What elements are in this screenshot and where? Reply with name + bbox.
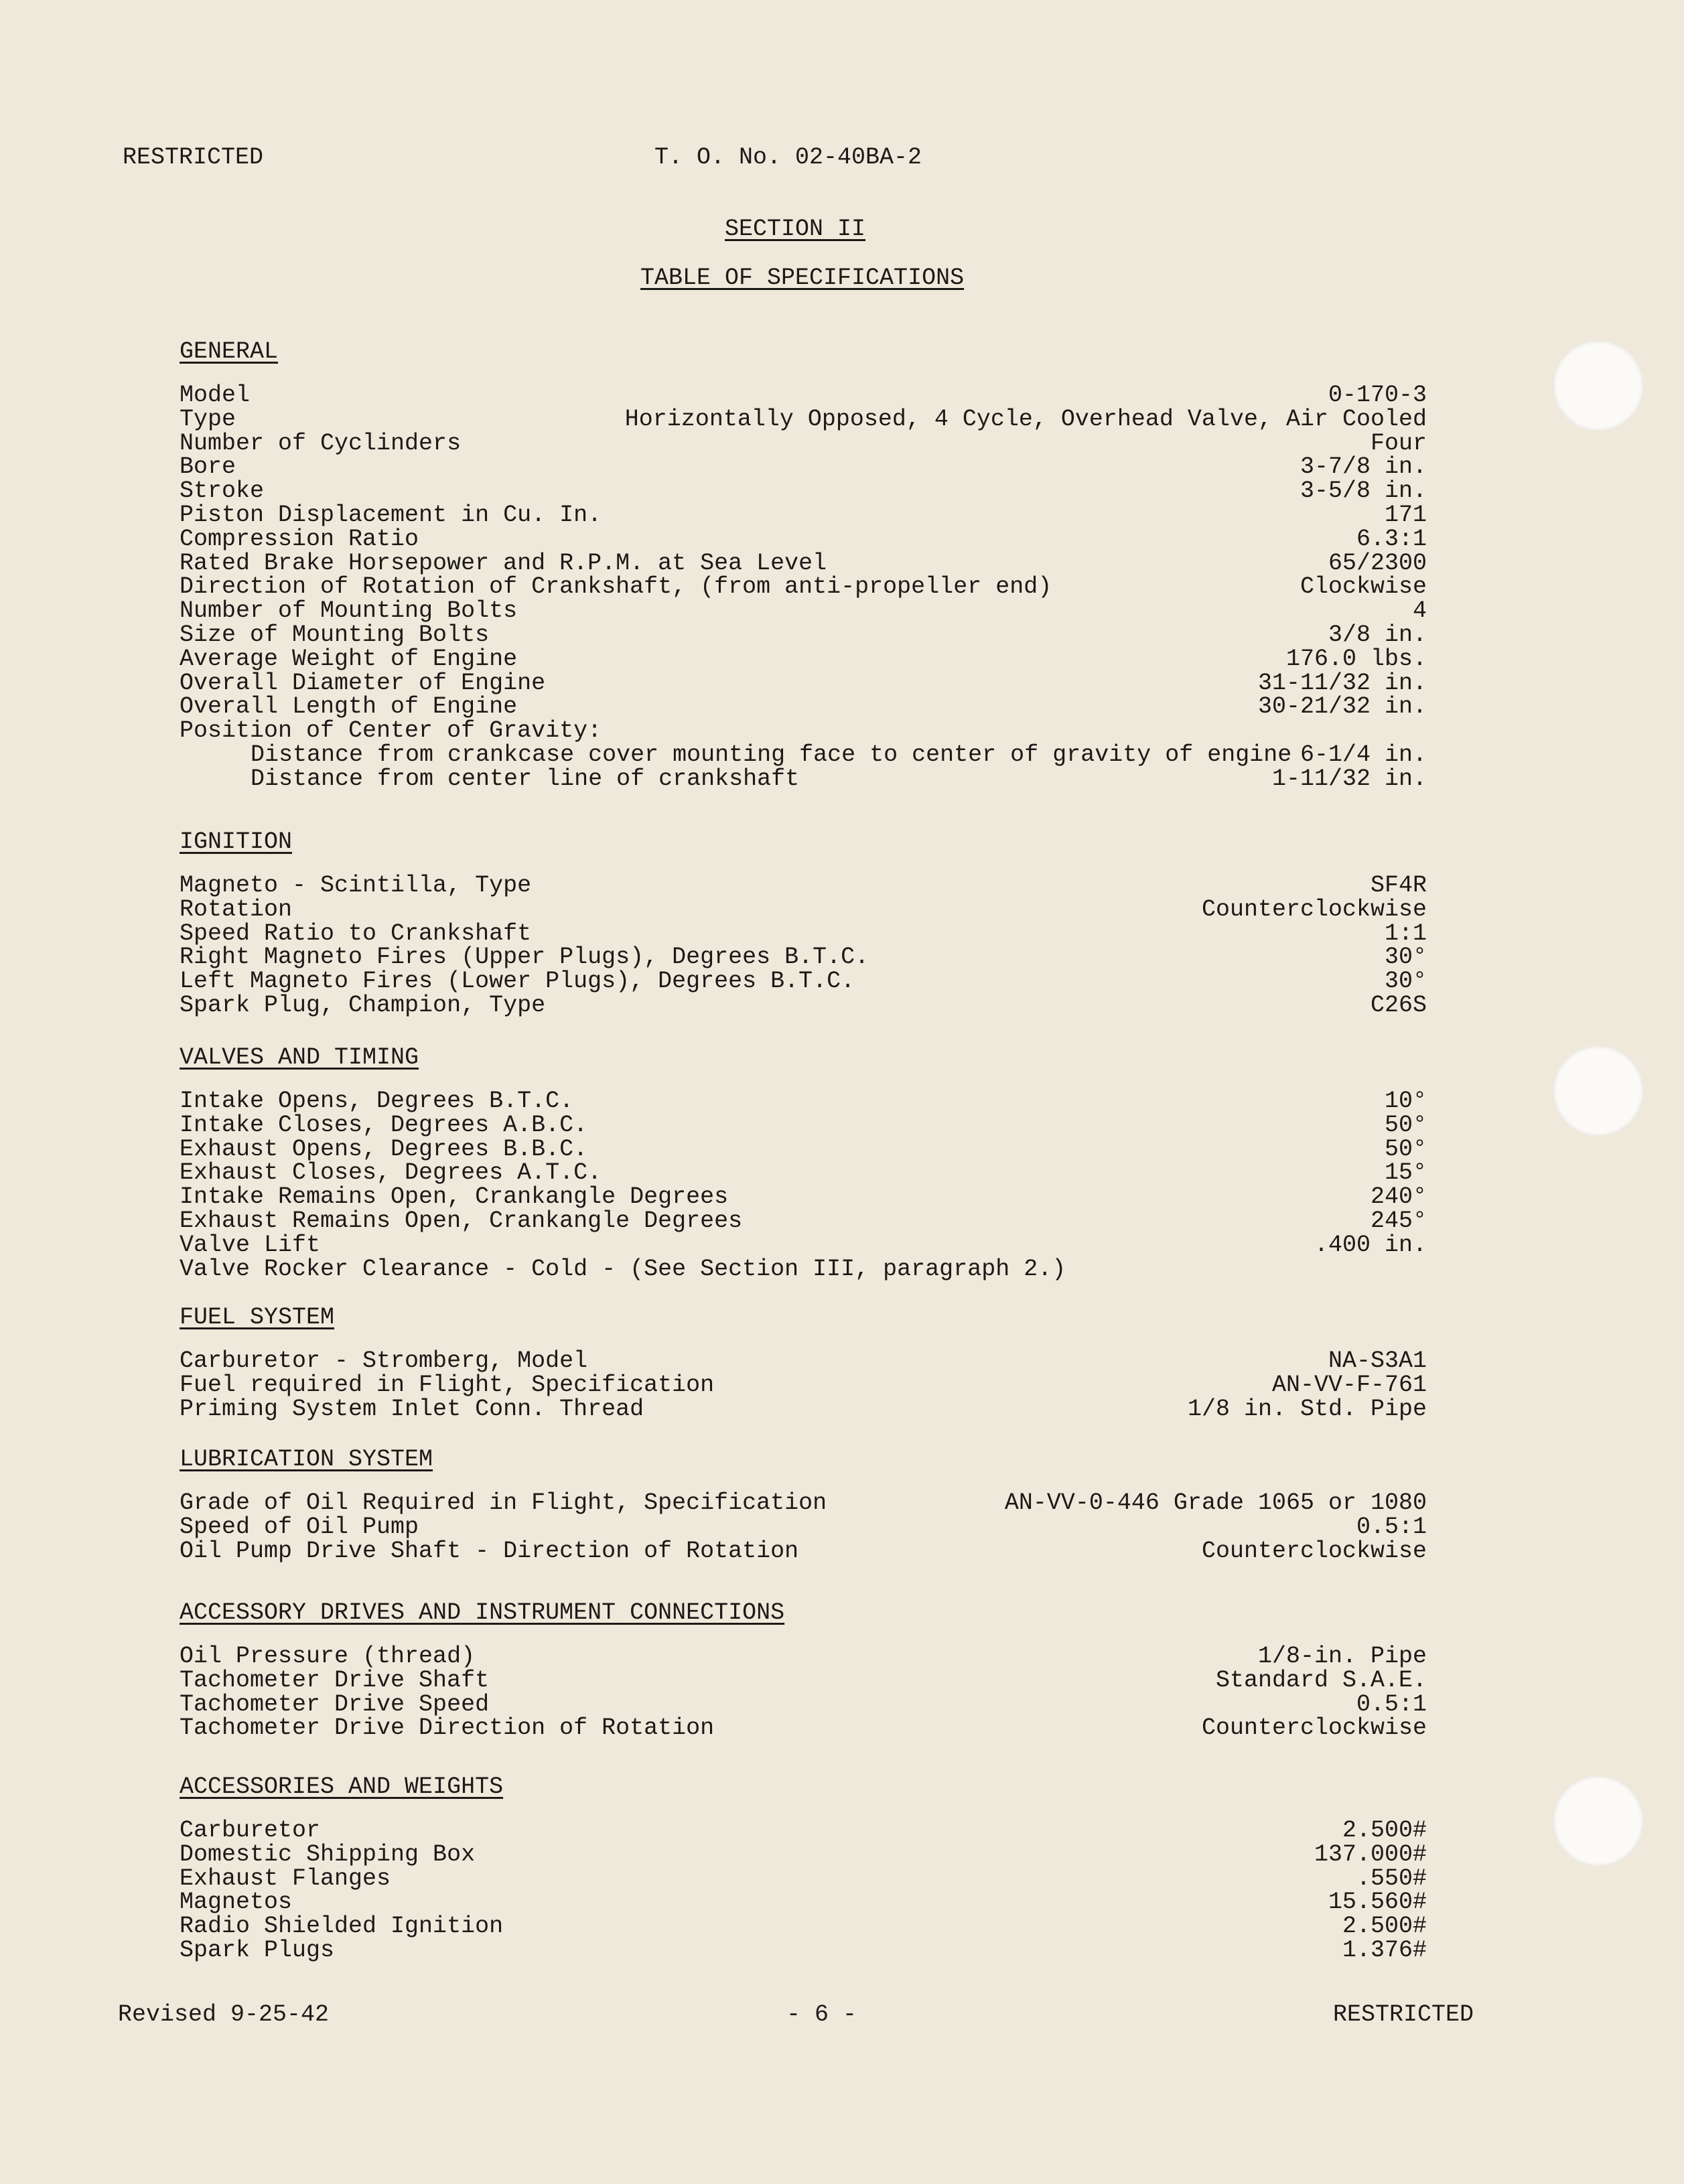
spec-label: Position of Center of Gravity: bbox=[180, 717, 602, 745]
spec-row bbox=[180, 1090, 1427, 1114]
section-title: IGNITION bbox=[180, 828, 293, 855]
spec-row bbox=[180, 1891, 1427, 1915]
document-number: T. O. No. 02-40BA-2 bbox=[654, 144, 922, 171]
spec-label: Oil Pressure (thread) bbox=[180, 1643, 476, 1670]
section-heading: SECTION II bbox=[725, 216, 866, 242]
spec-value: AN-VV-F-761 bbox=[1271, 1371, 1427, 1398]
spec-row bbox=[180, 719, 1427, 743]
spec-value: 0-170-3 bbox=[1328, 382, 1427, 409]
spec-value: Counterclockwise bbox=[1201, 1715, 1427, 1742]
spec-row bbox=[180, 1207, 1427, 1234]
spec-label: Distance from crankcase cover mounting face to center of gravity of engine bbox=[251, 741, 1292, 768]
spec-row bbox=[180, 501, 1427, 528]
spec-value: 10° bbox=[1384, 1088, 1427, 1114]
spec-label: Intake Closes, Degrees A.B.C. bbox=[180, 1111, 588, 1139]
spec-value: 4 bbox=[1412, 597, 1427, 625]
spec-row bbox=[180, 599, 1427, 624]
spec-label: Left Magneto Fires (Lower Plugs), Degrees B.T.C. bbox=[180, 968, 855, 995]
spec-label: Magnetos bbox=[180, 1889, 293, 1916]
spec-row bbox=[180, 1350, 1427, 1374]
spec-label: Domestic Shipping Box bbox=[180, 1840, 476, 1868]
spec-row bbox=[180, 621, 1427, 648]
spec-row bbox=[180, 645, 1427, 672]
spec-value: Four bbox=[1370, 429, 1427, 457]
spec-value: Counterclockwise bbox=[1201, 895, 1427, 923]
spec-label: Piston Displacement in Cu. In. bbox=[180, 501, 602, 528]
spec-row bbox=[180, 895, 1427, 923]
spec-value: 1:1 bbox=[1384, 920, 1427, 947]
spec-value: .400 in. bbox=[1314, 1231, 1427, 1258]
spec-value: Clockwise bbox=[1300, 573, 1427, 601]
spec-row bbox=[180, 695, 1427, 719]
spec-label: Priming System Inlet Conn. Thread bbox=[180, 1395, 644, 1423]
spec-label: Exhaust Flanges bbox=[180, 1865, 391, 1892]
spec-row bbox=[180, 384, 1427, 408]
spec-row bbox=[180, 525, 1427, 553]
spec-value: 3-5/8 in. bbox=[1300, 478, 1427, 505]
spec-value: 3-7/8 in. bbox=[1300, 453, 1427, 481]
spec-value: C26S bbox=[1370, 991, 1427, 1019]
spec-section bbox=[180, 1305, 1427, 1421]
classification-footer: RESTRICTED bbox=[1333, 2001, 1474, 2028]
spec-label: Carburetor bbox=[180, 1817, 321, 1844]
spec-value: 6-1/4 in. bbox=[1300, 741, 1427, 768]
spec-value: AN-VV-0-446 Grade 1065 or 1080 bbox=[1004, 1489, 1427, 1516]
spec-value: 1/8 in. Std. Pipe bbox=[1187, 1395, 1427, 1423]
spec-value: 15.560# bbox=[1328, 1889, 1427, 1916]
section-title: FUEL SYSTEM bbox=[180, 1304, 335, 1331]
spec-row bbox=[180, 1645, 1427, 1669]
classification-header: RESTRICTED bbox=[123, 144, 264, 171]
spec-value: Horizontally Opposed, 4 Cycle, Overhead Valve, Air Cooled bbox=[624, 405, 1427, 433]
spec-label: Stroke bbox=[180, 478, 265, 505]
spec-label: Spark Plugs bbox=[180, 1936, 335, 1964]
spec-value: 30-21/32 in. bbox=[1257, 693, 1427, 721]
spec-label: Tachometer Drive Direction of Rotation bbox=[180, 1715, 715, 1742]
spec-value: Counterclockwise bbox=[1201, 1537, 1427, 1564]
spec-label: Grade of Oil Required in Flight, Specification bbox=[180, 1489, 827, 1516]
spec-value: 1/8-in. Pipe bbox=[1257, 1643, 1427, 1670]
spec-row bbox=[180, 1936, 1427, 1964]
spec-value: 1.376# bbox=[1342, 1936, 1427, 1964]
spec-row bbox=[180, 970, 1427, 994]
spec-label: Rated Brake Horsepower and R.P.M. at Sea Level bbox=[180, 549, 827, 577]
spec-value: 3/8 in. bbox=[1328, 621, 1427, 648]
spec-row bbox=[180, 1395, 1427, 1423]
punch-hole bbox=[1553, 341, 1643, 431]
spec-row bbox=[180, 1666, 1427, 1694]
spec-label: Number of Cyclinders bbox=[180, 429, 462, 457]
spec-label: Oil Pump Drive Shaft - Direction of Rotation bbox=[180, 1537, 799, 1564]
spec-value: 15° bbox=[1384, 1159, 1427, 1187]
revision-date: Revised 9-25-42 bbox=[118, 2001, 330, 2028]
spec-label: Average Weight of Engine bbox=[180, 645, 518, 672]
section-title: ACCESSORY DRIVES AND INSTRUMENT CONNECTIONS bbox=[180, 1599, 785, 1626]
spec-value: .550# bbox=[1356, 1865, 1427, 1892]
spec-section bbox=[180, 1447, 1427, 1563]
spec-section bbox=[180, 1775, 1427, 1963]
spec-value: NA-S3A1 bbox=[1328, 1348, 1427, 1374]
spec-label: Speed of Oil Pump bbox=[180, 1513, 419, 1540]
spec-row bbox=[180, 765, 1427, 792]
spec-row bbox=[180, 1371, 1427, 1398]
spec-value: Standard S.A.E. bbox=[1215, 1666, 1427, 1694]
spec-label: Overall Diameter of Engine bbox=[180, 669, 546, 697]
spec-row bbox=[180, 946, 1427, 970]
punch-hole bbox=[1553, 1046, 1643, 1136]
spec-value: 240° bbox=[1370, 1183, 1427, 1211]
spec-label: Exhaust Closes, Degrees A.T.C. bbox=[180, 1159, 602, 1187]
spec-label: Type bbox=[180, 405, 236, 433]
spec-value: 137.000# bbox=[1314, 1840, 1427, 1868]
spec-row bbox=[180, 1111, 1427, 1139]
spec-label: Carburetor - Stromberg, Model bbox=[180, 1348, 588, 1374]
spec-row bbox=[180, 1135, 1427, 1163]
spec-value: 65/2300 bbox=[1328, 549, 1427, 577]
spec-row bbox=[180, 1185, 1427, 1210]
spec-value: 1-11/32 in. bbox=[1271, 765, 1427, 792]
spec-value: 50° bbox=[1384, 1111, 1427, 1139]
spec-value: 31-11/32 in. bbox=[1257, 669, 1427, 697]
spec-row bbox=[180, 1513, 1427, 1540]
spec-row bbox=[180, 429, 1427, 457]
spec-row bbox=[180, 575, 1427, 599]
spec-value: 0.5:1 bbox=[1356, 1690, 1427, 1718]
spec-label: Bore bbox=[180, 453, 236, 481]
spec-value: 6.3:1 bbox=[1356, 525, 1427, 553]
spec-row bbox=[180, 1840, 1427, 1868]
spec-value: 50° bbox=[1384, 1135, 1427, 1163]
spec-label: Distance from center line of crankshaft bbox=[251, 765, 800, 792]
spec-row bbox=[180, 1255, 1427, 1283]
spec-label: Number of Mounting Bolts bbox=[180, 597, 518, 625]
section-title: VALVES AND TIMING bbox=[180, 1044, 419, 1071]
spec-section bbox=[180, 1601, 1427, 1741]
spec-row bbox=[180, 1231, 1427, 1258]
spec-label: Exhaust Remains Open, Crankangle Degrees bbox=[180, 1207, 743, 1234]
spec-row bbox=[180, 455, 1427, 480]
spec-label: Valve Lift bbox=[180, 1231, 321, 1258]
spec-row bbox=[180, 480, 1427, 504]
spec-value: 245° bbox=[1370, 1207, 1427, 1234]
spec-label: Exhaust Opens, Degrees B.B.C. bbox=[180, 1135, 588, 1163]
section-title: LUBRICATION SYSTEM bbox=[180, 1446, 433, 1473]
section-title: ACCESSORIES AND WEIGHTS bbox=[180, 1773, 504, 1800]
spec-label: Magneto - Scintilla, Type bbox=[180, 872, 532, 899]
spec-label: Valve Rocker Clearance - Cold - (See Section III, paragraph 2.) bbox=[180, 1255, 1066, 1283]
spec-row bbox=[180, 1491, 1427, 1516]
spec-value: 30° bbox=[1384, 968, 1427, 995]
page-title: TABLE OF SPECIFICATIONS bbox=[640, 265, 965, 291]
punch-hole bbox=[1553, 1776, 1643, 1866]
spec-label: Model bbox=[180, 382, 251, 409]
spec-label: Fuel required in Flight, Specification bbox=[180, 1371, 715, 1398]
spec-row bbox=[180, 922, 1427, 946]
spec-label: Overall Length of Engine bbox=[180, 693, 518, 721]
spec-label: Size of Mounting Bolts bbox=[180, 621, 490, 648]
spec-label: Spark Plug, Champion, Type bbox=[180, 991, 546, 1019]
spec-row bbox=[180, 1819, 1427, 1843]
spec-row bbox=[180, 549, 1427, 577]
spec-label: Radio Shielded Ignition bbox=[180, 1913, 504, 1940]
spec-label: Intake Remains Open, Crankangle Degrees bbox=[180, 1183, 729, 1211]
spec-row bbox=[180, 1717, 1427, 1741]
spec-row bbox=[180, 669, 1427, 697]
spec-label: Direction of Rotation of Crankshaft, (from anti-propeller end) bbox=[180, 573, 1052, 601]
spec-label: Right Magneto Fires (Upper Plugs), Degrees B.T.C. bbox=[180, 944, 869, 971]
spec-label: Rotation bbox=[180, 895, 293, 923]
spec-label: Intake Opens, Degrees B.T.C. bbox=[180, 1088, 574, 1114]
spec-label: Tachometer Drive Speed bbox=[180, 1690, 490, 1718]
spec-value: 2.500# bbox=[1342, 1817, 1427, 1844]
spec-row bbox=[180, 1867, 1427, 1891]
spec-row bbox=[180, 1690, 1427, 1718]
spec-value: 0.5:1 bbox=[1356, 1513, 1427, 1540]
spec-label: Tachometer Drive Shaft bbox=[180, 1666, 490, 1694]
spec-value: 30° bbox=[1384, 944, 1427, 971]
spec-row bbox=[180, 1537, 1427, 1564]
section-title: GENERAL bbox=[180, 338, 279, 365]
spec-value: 176.0 lbs. bbox=[1285, 645, 1427, 672]
spec-row bbox=[180, 991, 1427, 1019]
spec-label: Speed Ratio to Crankshaft bbox=[180, 920, 532, 947]
spec-row bbox=[180, 874, 1427, 898]
spec-section bbox=[180, 340, 1427, 792]
spec-label: Compression Ratio bbox=[180, 525, 419, 553]
page-number: - 6 - bbox=[786, 2001, 857, 2028]
spec-row bbox=[180, 1161, 1427, 1185]
spec-value: 171 bbox=[1384, 501, 1427, 528]
spec-row bbox=[180, 743, 1427, 768]
spec-row bbox=[180, 405, 1427, 433]
spec-section bbox=[180, 1045, 1427, 1281]
spec-value: 2.500# bbox=[1342, 1913, 1427, 1940]
spec-row bbox=[180, 1915, 1427, 1939]
spec-section bbox=[180, 830, 1427, 1018]
spec-value: SF4R bbox=[1370, 872, 1427, 899]
